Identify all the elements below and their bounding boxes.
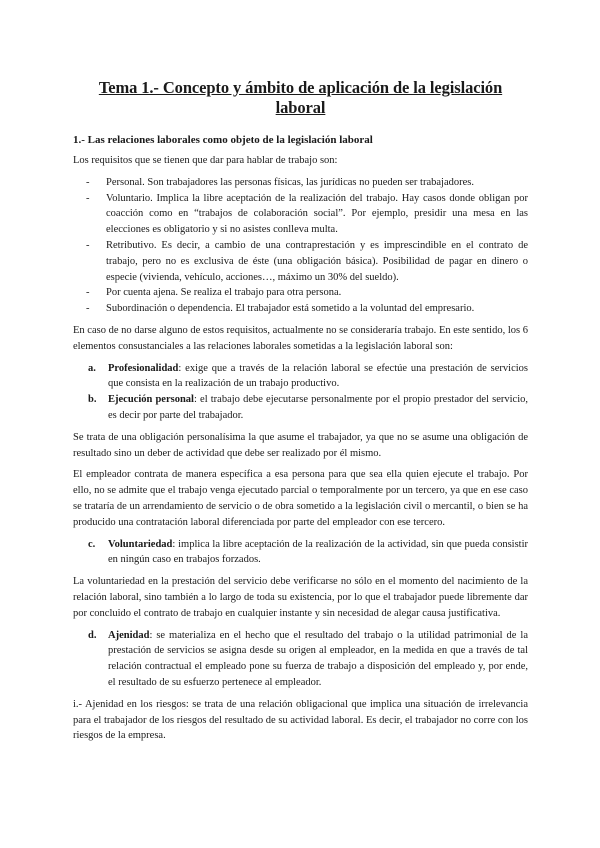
voluntariness-paragraph: La voluntariedad en la prestación del servicio debe verificarse no sólo en el momento del nacimiento de la relación laboral, sino también a lo largo de toda su existencia, por lo que el trabajador puede libremente dar por concluido el contrato de trabajo en cualquier instante y sin necesidad de alegar causa justificativa.: [73, 576, 528, 619]
elements-list-ab: [73, 361, 528, 424]
term-label: Ejecución personal: [108, 394, 194, 406]
list-marker: a.: [88, 362, 96, 374]
list-item: - Retributivo. Es decir, a cambio de una contraprestación y es imprescindible en el contrato de trabajo, pero no es exclusiva de éste (una obligación básica). Posibilidad de pagar en dinero o especie (vivienda, vehículo, acciones…, máximo un 30% del sueldo).: [106, 238, 528, 285]
list-item: - Personal. Son trabajadores las personas físicas, las jurídicas no pueden ser trabajadores.: [106, 175, 528, 191]
obligation-paragraph: Se trata de una obligación personalísima la que asume el trabajador, ya que no se asume una obligación de resultado sino un deber de actividad que debe ser realizado por él mismo.: [73, 431, 528, 459]
page-title: Tema 1.- Concepto y ámbito de aplicación de la legislación laboral: [98, 78, 503, 117]
employer-paragraph: El empleador contrata de manera específica a esa persona para que sea ella quien ejecute el trabajo. Por ello, no se admite que el trabajo venga ejecutado parcial o temporalmente por un tercero, ya que en ese caso se trataría de un arrendamiento de servicio o de obra sometido a la legislación civil o mercantil, o bien se ha producido una contratación laboral diferenciada por parte del empleador con ese tercero.: [73, 469, 528, 528]
term-label: Ajenidad: [108, 629, 150, 641]
list-item-d: [88, 628, 528, 691]
list-item: - Voluntario. Implica la libre aceptación de la realización del trabajo. Hay casos donde obligan por coacción como en “trabajos de colaboración social”. Por ejemplo, presidir una mesa en las elecciones es obligatorio y si no asistes conlleva multa.: [106, 191, 528, 238]
term-description: : se materializa en el hecho que el resultado del trabajo o la utilidad patrimonial de la prestación de servicios se asigna desde su origen al empleador, en la medida en que a través de tal relación contractual el empleado pone su fuerza de trabajo a disposición del empleado y, por ende, el resultado de su esfuerzo pertenece al empleador.: [108, 629, 528, 688]
list-item-c: [88, 537, 528, 569]
intro-paragraph: Los requisitos que se tienen que dar para hablar de trabajo son:: [73, 155, 338, 166]
term-description: : el trabajo debe ejecutarse personalmente por el propio prestador del servicio, es decir por parte del trabajador.: [108, 394, 528, 421]
list-item-b: [88, 392, 528, 424]
list-item-a: [88, 361, 528, 393]
term-description: : implica la libre aceptación de la realización de la actividad, sin que pueda consistir en ningún caso en trabajos forzados.: [108, 538, 528, 566]
term-description: : exige que a través de la relación laboral se efectúe una prestación de servicios que consista en la realización de un trabajo productivo.: [108, 362, 528, 390]
list-item: - Subordinación o dependencia. El trabajador está sometido a la voluntad del empresario.: [106, 301, 528, 317]
elements-list-c: [73, 537, 528, 569]
elements-paragraph: En caso de no darse alguno de estos requisitos, actualmente no se consideraría trabajo. En este sentido, los 6 elementos consustanciales a las relaciones laborales sometidas a la legislación laboral son:: [73, 324, 528, 352]
term-label: Profesionalidad: [108, 362, 179, 374]
list-item: - Por cuenta ajena. Se realiza el trabajo para otra persona.: [106, 285, 528, 301]
list-marker: c.: [88, 538, 96, 550]
elements-list-d: [73, 628, 528, 691]
list-marker: d.: [88, 629, 97, 641]
section-heading: 1.- Las relaciones laborales como objeto de la legislación laboral: [73, 134, 373, 146]
requirements-list: [73, 175, 528, 317]
term-label: Voluntariedad: [108, 538, 173, 550]
risks-paragraph: i.- Ajenidad en los riesgos: se trata de una relación obligacional que implica una situación de irrelevancia para el trabajador de los riesgos del resultado de su actividad laboral. Es decir, el trabajador no corre con los riesgos de la empresa.: [73, 698, 528, 742]
list-marker: b.: [88, 394, 97, 406]
